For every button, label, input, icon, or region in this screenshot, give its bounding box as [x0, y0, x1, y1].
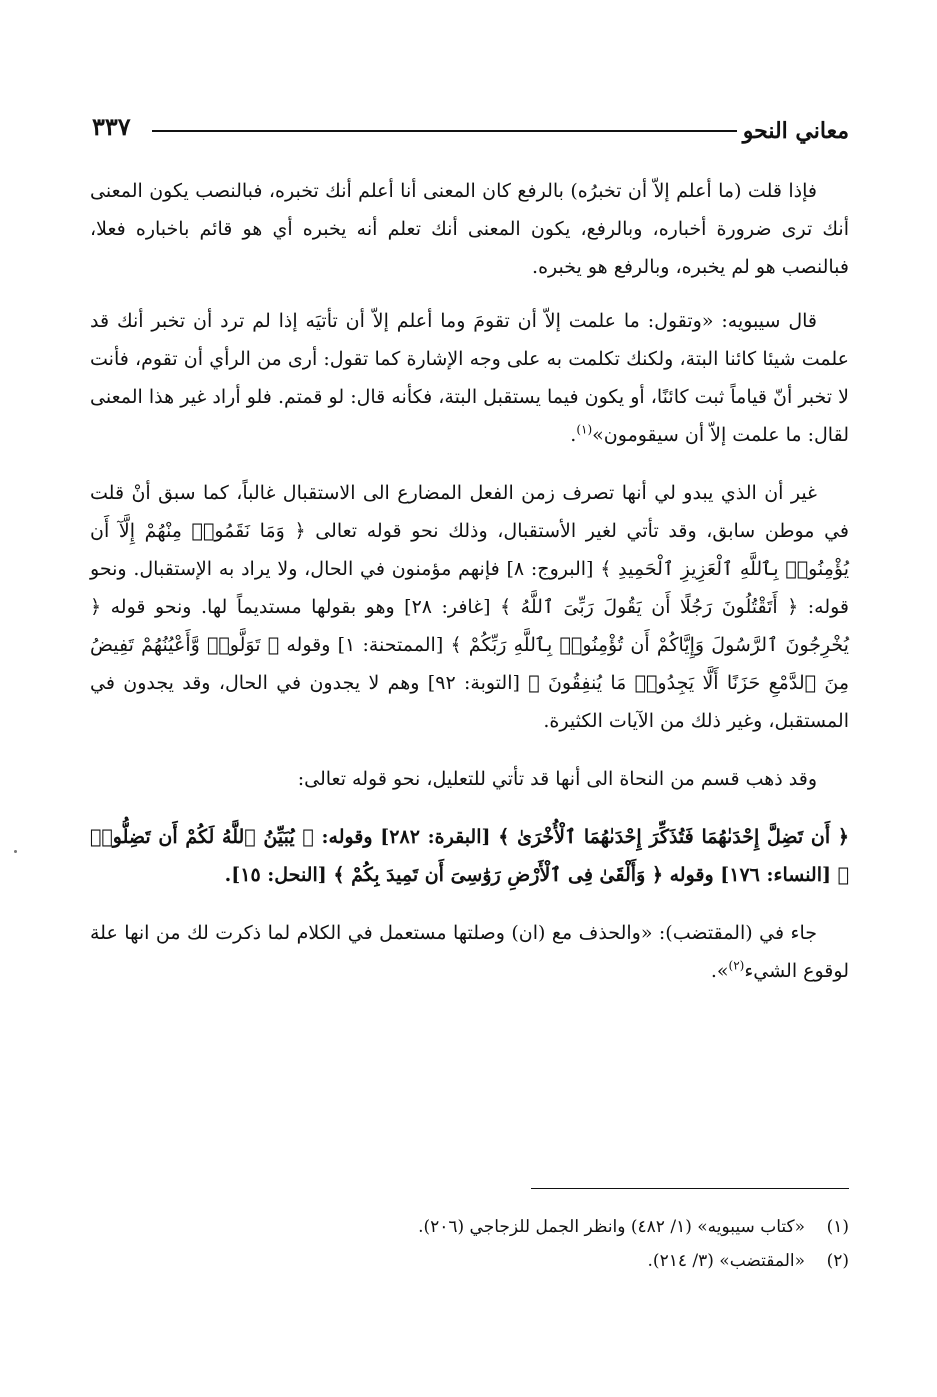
footnote-rule: [531, 1188, 849, 1189]
paragraph-2: [90, 302, 849, 454]
footnote-1-number: (١): [826, 1217, 849, 1237]
paragraph-3: [90, 474, 849, 740]
footnotes: [90, 1210, 849, 1278]
header-rule: [152, 130, 737, 132]
paragraph-5-text: ﴿ أَن تَضِلَّ إِحْدَىٰهُمَا فَتُذَكِّرَ إِحْدَىٰهُمَا ٱلْأُخْرَىٰ ﴾ [البقرة: ٢٨٢] وقوله: ﴿ يُبَيِّنُ ٱللَّهُ لَكُمْ أَن تَضِلُّوا۟ ﴾ [النساء: ١٧٦] وقوله ﴿ وَأَلْقَىٰ فِى ٱلْأَرْضِ رَوَٰسِىَ أَن تَمِيدَ بِكُمْ ﴾ [النحل: ١٥].: [90, 826, 849, 886]
footnote-1: [90, 1210, 849, 1244]
paragraph-4-text: وقد ذهب قسم من النحاة الى أنها قد تأتي للتعليل، نحو قوله تعالى:: [297, 768, 817, 790]
paragraph-4: [90, 760, 849, 798]
footnote-2: [90, 1244, 849, 1278]
footnote-1-text: «كتاب سيبويه» (١/ ٤٨٢) وانظر الجمل للزجاجي (٢٠٦).: [418, 1217, 805, 1237]
margin-speck: [14, 850, 17, 853]
page-number: ٣٣٧: [92, 112, 131, 141]
paragraph-6-tail: ».: [710, 960, 729, 982]
footnote-2-text: «المقتضب» (٣/ ٢١٤).: [647, 1251, 805, 1271]
footnote-ref-2: (٢): [728, 958, 745, 973]
paragraph-2-text: قال سيبويه: «وتقول: ما علمت إلاّ أن تقومَ وما أعلم إلاّ أن تأتيَه إذا لم ترد أن تخبر أنك قد علمت شيئا كائنا البتة، ولكنك تكلمت به على وجه الإشارة كما تقول: أرى من الرأي أن تقوم، فأنت لا تخبر أنّ قياماً ثبت كائنًا، أو يكون فيما يستقبل البتة، فكأنه قال: لو قمتم. فلو أراد غير هذا المعنى لقال: ما علمت إلاّ أن سيقومون»: [90, 310, 849, 446]
footnote-ref-1: (١): [576, 422, 593, 437]
page-body: [90, 172, 849, 1010]
paragraph-6-text: جاء في (المقتضب): «والحذف مع (ان) وصلتها مستعمل في الكلام لما ذكرت لك من انها علة لوقوع الشيء: [90, 922, 849, 982]
running-head: [92, 112, 849, 152]
paragraph-1-text: فإذا قلت (ما أعلم إلاّ أن تخبرُه) بالرفع كان المعنى أنا أعلم أنك تخبره، فبالنصب يكون المعنى أنك ترى ضرورة أخباره، وبالرفع، يكون المعنى أنك تعلم أنه يخبره أي هو قائم باخباره فعلا، فبالنصب هو لم يخبره، وبالرفع هو يخبره.: [90, 180, 849, 278]
paragraph-3-text: غير أن الذي يبدو لي أنها تصرف زمن الفعل المضارع الى الاستقبال غالباً، كما سبق أنْ قلت في موطن سابق، وقد تأتي لغير الأستقبال، وذلك نحو قوله تعالى ﴿ وَمَا نَقَمُوا۟ مِنْهُمْ إِلَّآ أَن يُؤْمِنُوا۟ بِٱللَّهِ ٱلْعَزِيزِ ٱلْحَمِيدِ ﴾ [البروج: ٨] فإنهم مؤمنون في الحال، ولا يراد به الإستقبال. ونحو قوله: ﴿ أَتَقْتُلُونَ رَجُلًا أَن يَقُولَ رَبِّىَ ٱللَّهُ ﴾ [غافر: ٢٨] وهو بقولها مستديماً لها. ونحو قوله ﴿ يُخْرِجُونَ ٱلرَّسُولَ وَإِيَّاكُمْ أَن تُؤْمِنُوا۟ بِٱللَّهِ رَبِّكُمْ ﴾ [الممتحنة: ١] وقوله ﴿ تَوَلَّوا۟ وَّأَعْيُنُهُمْ تَفِيضُ مِنَ ٱلدَّمْعِ حَزَنًا أَلَّا يَجِدُوا۟ مَا يُنفِقُونَ ﴾ [التوبة: ٩٢] وهم لا يجدون في الحال، وقد يجدون في المستقبل، وغير ذلك من الآيات الكثيرة.: [90, 482, 850, 732]
paragraph-2-tail: .: [570, 424, 577, 446]
paragraph-6: [90, 914, 849, 990]
paragraph-5-quranic-examples: [90, 818, 849, 894]
book-title: معاني النحو: [742, 118, 849, 144]
paragraph-1: [90, 172, 849, 286]
footnote-2-number: (٢): [826, 1251, 849, 1271]
